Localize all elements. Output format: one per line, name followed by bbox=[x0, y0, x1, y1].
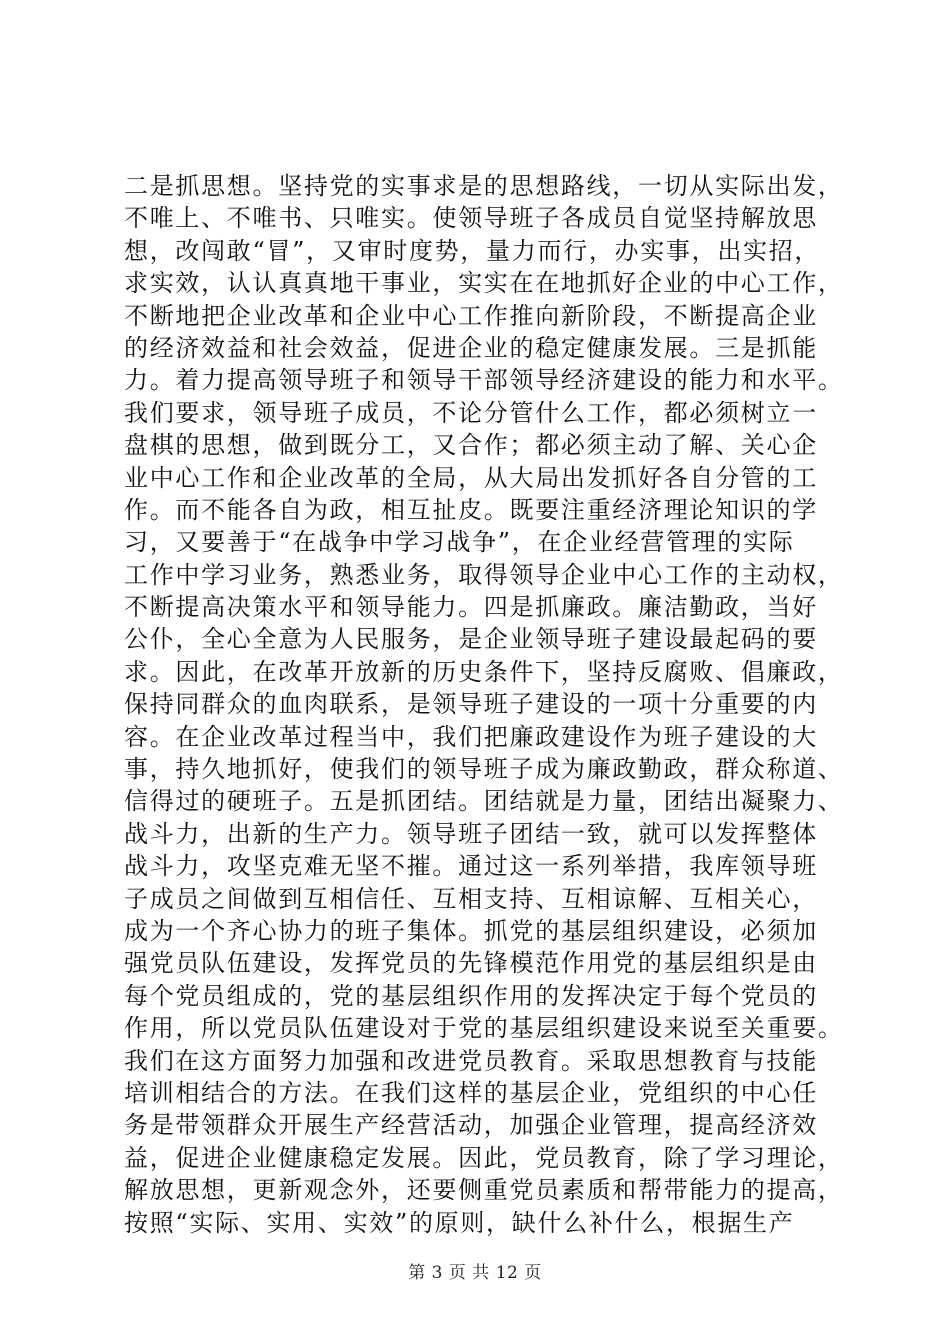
text-line: 力。着力提高领导班子和领导干部领导经济建设的能力和水平。 bbox=[124, 366, 844, 395]
text-line: 习，又要善于“在战争中学习战争”，在企业经营管理的实际 bbox=[124, 528, 795, 557]
text-line: 子成员之间做到互相信任、互相支持、互相谅解、互相关心， bbox=[124, 884, 818, 913]
text-line: 务是带领群众开展生产经营活动，加强企业管理，提高经济效 bbox=[124, 1111, 818, 1140]
text-line: 业中心工作和企业改革的全局，从大局出发抓好各自分管的工 bbox=[124, 463, 818, 492]
text-line: 事，持久地抓好，使我们的领导班子成为廉政勤政，群众称道、 bbox=[124, 755, 844, 784]
text-line: 益，促进企业健康稳定发展。因此，党员教育，除了学习理论， bbox=[124, 1143, 844, 1172]
text-line: 强党员队伍建设，发挥党员的先锋模范作用党的基层组织是由 bbox=[124, 949, 818, 978]
text-line: 战斗力，攻坚克难无坚不摧。通过这一系列举措，我库领导班 bbox=[124, 852, 818, 881]
text-line: 不断提高决策水平和领导能力。四是抓廉政。廉洁勤政，当好 bbox=[124, 593, 818, 622]
text-line: 每个党员组成的，党的基层组织作用的发挥决定于每个党员的 bbox=[124, 981, 818, 1010]
text-line: 我们要求，领导班子成员，不论分管什么工作，都必须树立一 bbox=[124, 398, 818, 427]
text-line: 成为一个齐心协力的班子集体。抓党的基层组织建设，必须加 bbox=[124, 916, 818, 945]
text-line: 求实效，认认真真地干事业，实实在在地抓好企业的中心工作， bbox=[124, 269, 844, 298]
text-line: 解放思想，更新观念外，还要侧重党员素质和帮带能力的提高， bbox=[124, 1176, 844, 1205]
text-line: 不断地把企业改革和企业中心工作推向新阶段，不断提高企业 bbox=[124, 301, 818, 330]
text-line: 容。在企业改革过程当中，我们把廉政建设作为班子建设的大 bbox=[124, 722, 818, 751]
text-line: 公仆，全心全意为人民服务，是企业领导班子建设最起码的要 bbox=[124, 625, 818, 654]
text-line: 我们在这方面努力加强和改进党员教育。采取思想教育与技能 bbox=[124, 1046, 818, 1075]
body-text bbox=[124, 170, 844, 1239]
text-line: 二是抓思想。坚持党的实事求是的思想路线，一切从实际出发， bbox=[124, 172, 844, 200]
text-line: 作用，所以党员队伍建设对于党的基层组织建设来说至关重要。 bbox=[124, 1014, 844, 1043]
text-line: 不唯上、不唯书、只唯实。使领导班子各成员自觉坚持解放思 bbox=[124, 204, 818, 233]
text-line: 盘棋的思想，做到既分工，又合作；都必须主动了解、关心企 bbox=[124, 431, 818, 460]
text-line: 工作中学习业务，熟悉业务，取得领导企业中心工作的主动权， bbox=[124, 560, 844, 589]
text-line: 按照“实际、实用、实效”的原则，缺什么补什么，根据生产 bbox=[124, 1208, 795, 1237]
text-line: 作。而不能各自为政，相互扯皮。既要注重经济理论知识的学 bbox=[124, 495, 818, 524]
text-line: 信得过的硬班子。五是抓团结。团结就是力量，团结出凝聚力、 bbox=[124, 787, 844, 816]
page-number-footer: 第 3 页 共 12 页 bbox=[408, 1263, 542, 1283]
text-line: 求。因此，在改革开放新的历史条件下，坚持反腐败、倡廉政， bbox=[124, 657, 844, 686]
text-line: 的经济效益和社会效益，促进企业的稳定健康发展。三是抓能 bbox=[124, 333, 818, 362]
text-line: 培训相结合的方法。在我们这样的基层企业，党组织的中心任 bbox=[124, 1078, 818, 1107]
text-line: 想，改闯敢“冒”，又审时度势，量力而行，办实事，出实招， bbox=[124, 236, 821, 265]
text-line: 保持同群众的血肉联系，是领导班子建设的一项十分重要的内 bbox=[124, 690, 818, 719]
text-line: 战斗力，出新的生产力。领导班子团结一致，就可以发挥整体 bbox=[124, 819, 818, 848]
